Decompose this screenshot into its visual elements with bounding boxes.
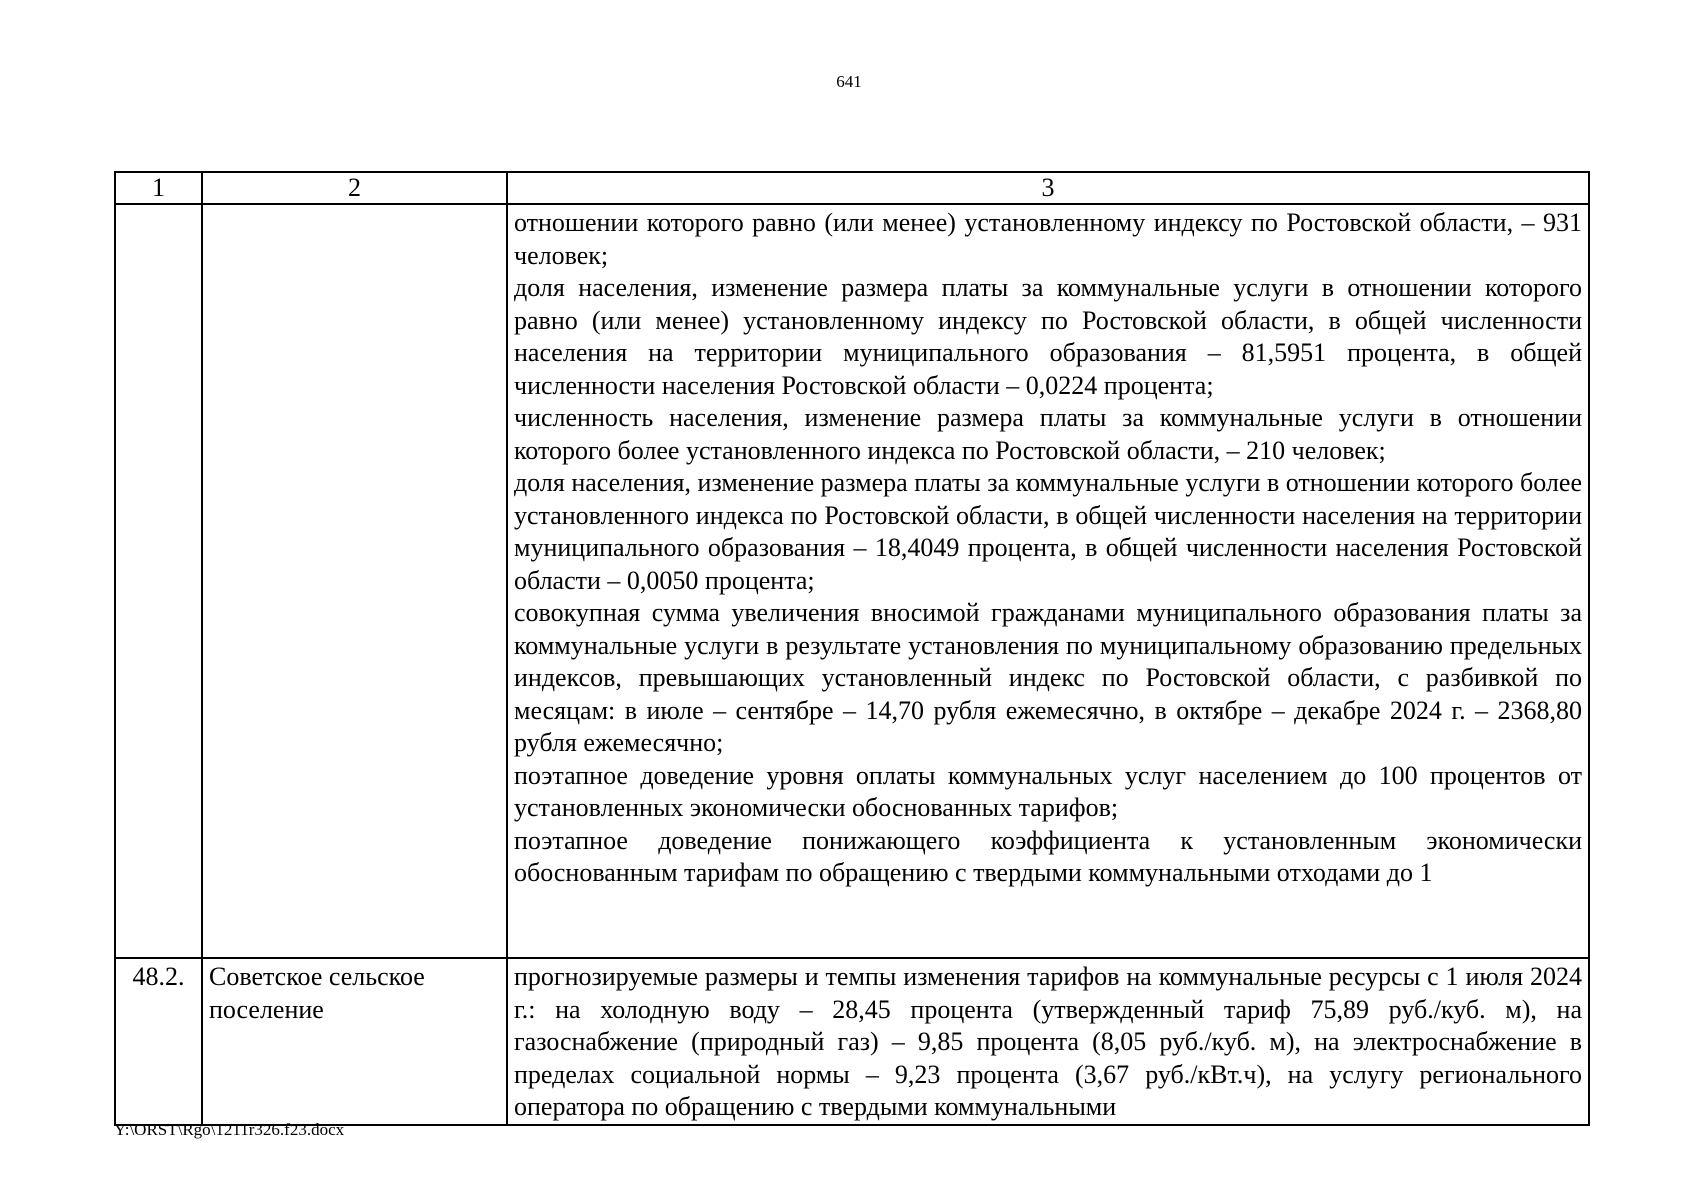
header-col-2: 2 (202, 172, 507, 204)
row-number (115, 204, 202, 958)
paragraph: поэтапное доведение уровня оплаты коммунальных услуг населением до 100 процентов от установленных экономически обоснованных тарифов; (514, 760, 1582, 822)
paragraph: доля населения, изменение размера платы за коммунальные услуги в отношении которого равно (или менее) установленному индексу по Ростовской области, в общей численности населения на территории муниципального образования – 81,5951 процента, в общей численности населения Ростовской области – 0,0224 процента; (514, 273, 1582, 400)
paragraph: поэтапное доведение понижающего коэффициента к установленным экономически обоснованным тарифам по обращению с твердыми коммунальными отходами до 1 (514, 825, 1582, 887)
document-table (114, 171, 1590, 1126)
row-description (507, 204, 1589, 958)
table-row (115, 204, 1589, 958)
paragraph: численность населения, изменение размера платы за коммунальные услуги в отношении которого более установленного индекса по Ростовской области, – 210 человек; (514, 403, 1582, 465)
paragraph: прогнозируемые размеры и темпы изменения тарифов на коммунальные ресурсы с 1 июля 2024 г.: на холодную воду – 28,45 процента (утвержденный тариф 75,89 руб./куб. м), на газоснабжение (природный газ) – 9,85 процента (8,05 руб./куб. м), на электроснабжение в пределах социальной нормы – 9,23 процента (3,67 руб./кВт.ч), на услугу регионального оператора по обращению с твердыми коммунальными (514, 962, 1582, 1121)
row-description (507, 958, 1589, 1125)
paragraph: совокупная сумма увеличения вносимой гражданами муниципального образования платы за коммунальные услуги в результате установления по муниципальному образованию предельных индексов, превышающих установленный индекс по Ростовской области, с разбивкой по месяцам: в июле – сентябре – 14,70 рубля ежемесячно, в октябре – декабре 2024 г. – 2368,80 рубля ежемесячно; (514, 598, 1582, 757)
header-col-1: 1 (115, 172, 202, 204)
paragraph: доля населения, изменение размера платы за коммунальные услуги в отношении которого более установленного индекса по Ростовской области, в общей численности населения на территории муниципального образования – 18,4049 процента, в общей численности населения Ростовской области – 0,0050 процента; (514, 468, 1582, 595)
row-number: 48.2. (115, 958, 202, 1125)
paragraph: отношении которого равно (или менее) установленному индексу по Ростовской области, – 931 человек; (514, 208, 1582, 270)
row-municipality-name (202, 204, 507, 958)
table-row (115, 958, 1589, 1125)
header-col-3: 3 (507, 172, 1589, 204)
row-municipality-name: Советское сельское поселение (202, 958, 507, 1125)
page-number: 641 (836, 72, 862, 91)
footer-file-path: Y:\ORST\Rgo\1211r326.f23.docx (114, 1120, 345, 1139)
table-header-row (115, 172, 1589, 204)
